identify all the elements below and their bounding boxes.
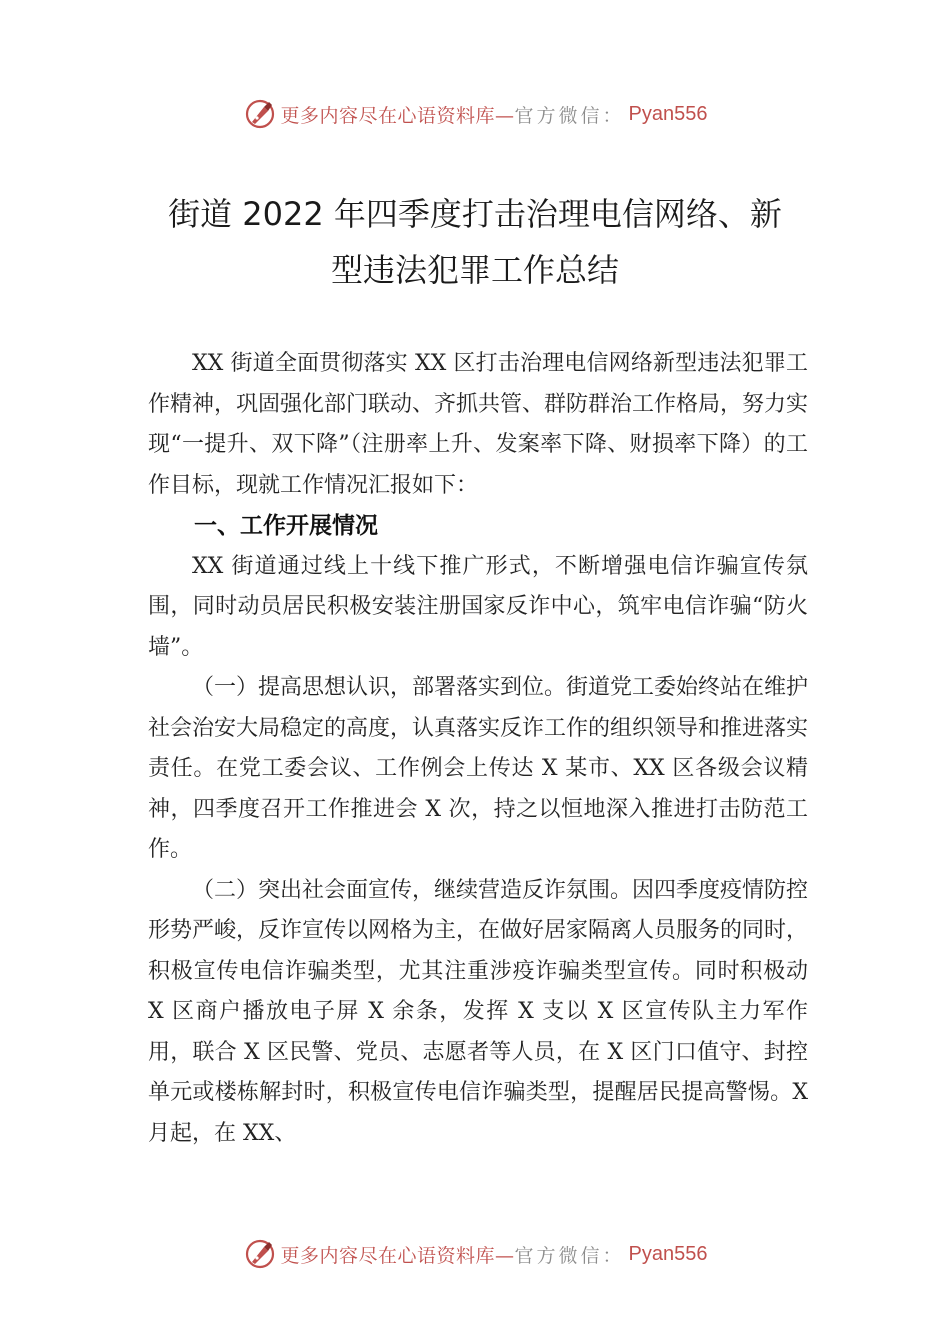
intro-paragraph: XX 街道全面贯彻落实 XX 区打击治理电信网络新型违法犯罪工作精神，巩固强化部门联动、齐抓共管、群防群治工作格局，努力实现“一提升、双下降”（注册率上升、发案率下降、财损率下降）的工作目标，现就工作情况汇报如下： bbox=[148, 351, 809, 498]
item-paragraph-1: （一）提高思想认识，部署落实到位。街道党工委始终站在维护社会治安大局稳定的高度，认真落实反诈工作的组织领导和推进落实责任。在党工委会议、工作例会上传达 X 某市、XX 区各级会议精神，四季度召开工作推进会 X 次，持之以恒地深入推进打击防范工作。 bbox=[148, 675, 809, 862]
watermark-label: 官方微信： bbox=[514, 1244, 625, 1267]
watermark-wechat-id: Pyan556 bbox=[628, 102, 708, 125]
pen-nib-logo-icon bbox=[243, 1237, 277, 1271]
watermark-wechat-id: Pyan556 bbox=[628, 1242, 708, 1265]
watermark-label: 官方微信： bbox=[514, 104, 625, 127]
title-line-2: 型违法犯罪工作总结 bbox=[330, 251, 619, 289]
document-body bbox=[148, 344, 808, 1154]
watermark-slogan: 更多内容尽在心语资料库— bbox=[280, 104, 515, 127]
watermark-footer bbox=[0, 1234, 950, 1274]
item-paragraph-2: （二）突出社会面宣传，继续营造反诈氛围。因四季度疫情防控形势严峻，反诈宣传以网格为主，在做好居家隔离人员服务的同时，积极宣传电信诈骗类型，尤其注重涉疫诈骗类型宣传。同时积极动 X 区商户播放电子屏 X 余条，发挥 X 支以 X 区宣传队主力军作用，联合 X 区民警、党员、志愿者等人员，在 X 区门口值守、封控单元或楼栋解封时，积极宣传电信诈骗类型，提醒居民提高警惕。X 月起，在 XX、 bbox=[148, 877, 809, 1146]
section-paragraph: XX 街道通过线上十线下推广形式，不断增强电信诈骗宣传氛围，同时动员居民积极安装注册国家反诈中心，筑牢电信诈骗“防火墙”。 bbox=[148, 553, 808, 660]
pen-nib-logo-icon bbox=[243, 97, 277, 131]
title-line-1: 街道 2022 年四季度打击治理电信网络、新 bbox=[168, 195, 782, 233]
watermark-slogan: 更多内容尽在心语资料库— bbox=[280, 1244, 515, 1267]
watermark-header bbox=[0, 94, 950, 134]
section-heading: 一、工作开展情况 bbox=[194, 513, 378, 539]
document-title bbox=[130, 186, 820, 298]
